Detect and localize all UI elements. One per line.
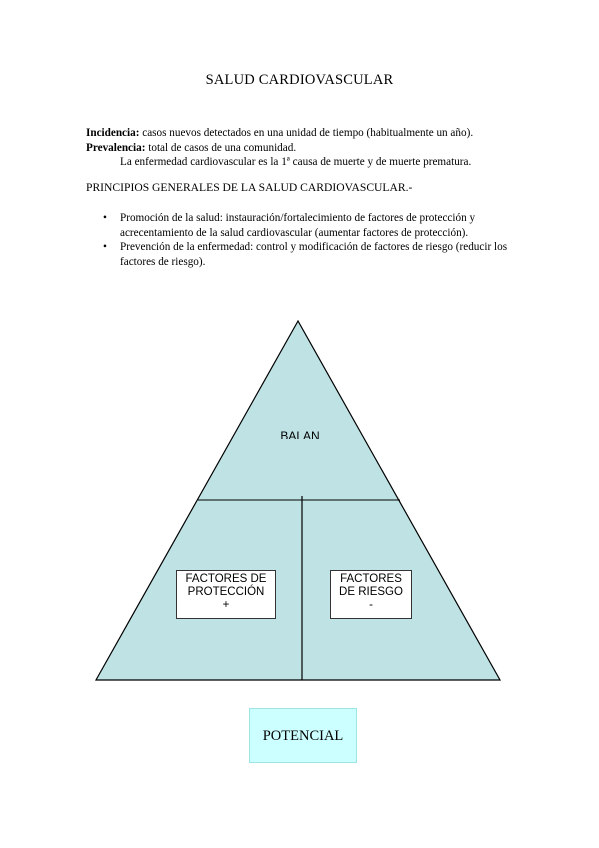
protection-factors-line-2: PROTECCIÓN bbox=[187, 586, 265, 598]
protection-factors-line-1: FACTORES DE bbox=[185, 573, 267, 585]
protection-factors-line-3: + bbox=[222, 599, 230, 611]
risk-factors-line-3: - bbox=[369, 599, 373, 611]
principles-heading: PRINCIPIOS GENERALES DE LA SALUD CARDIOVASCULAR.- bbox=[86, 181, 413, 194]
definition-prevalencia-text: total de casos de una comunidad. bbox=[145, 141, 297, 154]
protection-factors-box bbox=[176, 570, 276, 619]
definition-incidencia-text: casos nuevos detectados en una unidad de tiempo (habitualmente un año). bbox=[139, 127, 474, 139]
definition-note: La enfermedad cardiovascular es la 1ª causa de muerte y de muerte prematura. bbox=[120, 156, 472, 168]
bullet-text: Promoción de la salud: instauración/fortalecimiento de factores de protección y acrecentamiento de la salud cardiovascular (aumentar factores de protección). bbox=[120, 212, 476, 239]
risk-factors-line-2: DE RIESGO bbox=[339, 586, 403, 598]
potencial-box: POTENCIAL bbox=[249, 708, 357, 763]
page-title: SALUD CARDIOVASCULAR bbox=[205, 72, 394, 88]
bullet-icon: • bbox=[103, 212, 107, 224]
pyramid-top-label: BALAN bbox=[280, 429, 320, 439]
term-prevalencia: Prevalencia: bbox=[86, 141, 146, 154]
risk-factors-line-1: FACTORES bbox=[340, 573, 402, 585]
bullet-icon: • bbox=[103, 241, 107, 253]
term-incidencia: Incidencia: bbox=[86, 127, 140, 139]
risk-factors-box bbox=[330, 570, 412, 619]
bullet-text: Prevención de la enfermedad: control y modificación de factores de riesgo (reducir los factores de riesgo). bbox=[120, 241, 508, 268]
